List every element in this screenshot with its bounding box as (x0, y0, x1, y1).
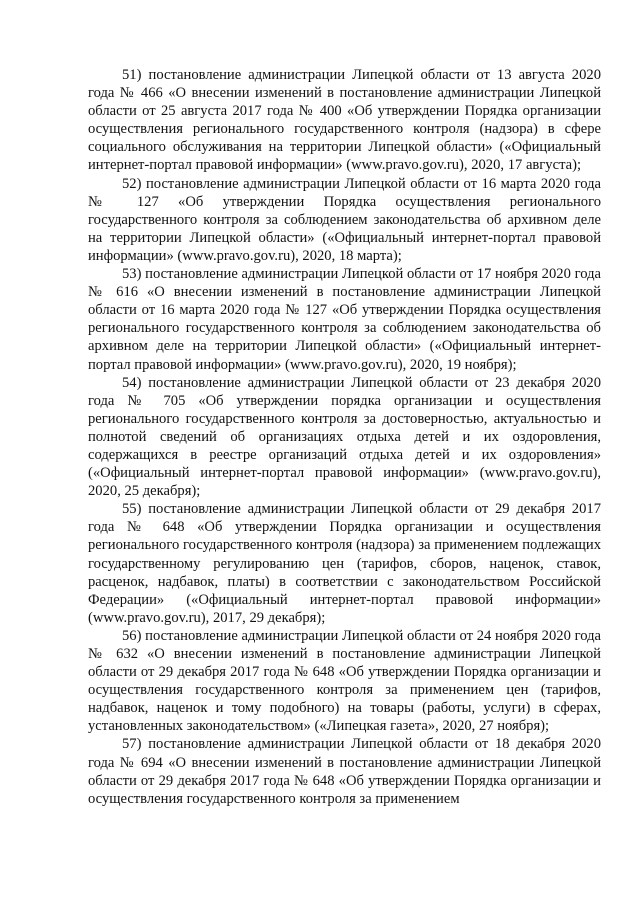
list-item-52: 52) постановление администрации Липецкой области от 16 марта 2020 года № 127 «Об утверждении Порядка осуществления регионального государственного контроля за соблюдением законодательства об архивном деле на территории Липецкой области» («Официальный интернет-портал правовой информации» (www.pravo.gov.ru), 2020, 18 марта); (88, 175, 601, 264)
document-page (88, 66, 601, 808)
list-item-51: 51) постановление администрации Липецкой области от 13 августа 2020 года № 466 «О внесении изменений в постановление администрации Липецкой области от 25 августа 2017 года № 400 «Об утверждении Порядка организации осуществления регионального государственного контроля (надзора) в сфере социального обслуживания на территории Липецкой области» («Официальный интернет-портал правовой информации» (www.pravo.gov.ru), 2020, 17 августа); (88, 67, 601, 174)
list-item-57: 57) постановление администрации Липецкой области от 18 декабря 2020 года № 694 «О внесении изменений в постановление администрации Липецкой области от 29 декабря 2017 года № 648 «Об утверждении Порядка организации и осуществления государственного контроля за применением (88, 736, 601, 807)
list-item-55: 55) постановление администрации Липецкой области от 29 декабря 2017 года № 648 «Об утверждении Порядка организации и осуществления регионального государственного контроля (надзора) за применением подлежащих государственному регулированию цен (тарифов, сборов, наценок, ставок, расценок, надбавок, платы) в соответствии с законодательством Российской Федерации» («Официальный интернет-портал правовой информации» (www.pravo.gov.ru), 2017, 29 декабря); (88, 501, 601, 626)
list-item-56: 56) постановление администрации Липецкой области от 24 ноября 2020 года № 632 «О внесении изменений в постановление администрации Липецкой области от 29 декабря 2017 года № 648 «Об утверждении Порядка организации и осуществления государственного контроля за применением цен (тарифов, надбавок, наценок и тому подобного) на товары (работы, услуги) в сферах, установленных законодательством» («Липецкая газета», 2020, 27 ноября); (88, 627, 601, 735)
list-item-54: 54) постановление администрации Липецкой области от 23 декабря 2020 года № 705 «Об утверждении порядка организации и осуществления регионального государственного контроля за достоверностью, актуальностью и полнотой сведений об организациях отдыха детей и их оздоровления, содержащихся в реестре организаций отдыха детей и их оздоровления» («Официальный интернет-портал правовой информации» (www.pravo.gov.ru), 2020, 25 декабря); (88, 374, 601, 500)
list-item-53: 53) постановление администрации Липецкой области от 17 ноября 2020 года № 616 «О внесении изменений в постановление администрации Липецкой области от 16 марта 2020 года № 127 «Об утверждении Порядка осуществления регионального государственного контроля за соблюдением законодательства об архивном деле на территории Липецкой области» («Официальный интернет-портал правовой информации» (www.pravo.gov.ru), 2020, 19 ноября); (88, 266, 601, 373)
